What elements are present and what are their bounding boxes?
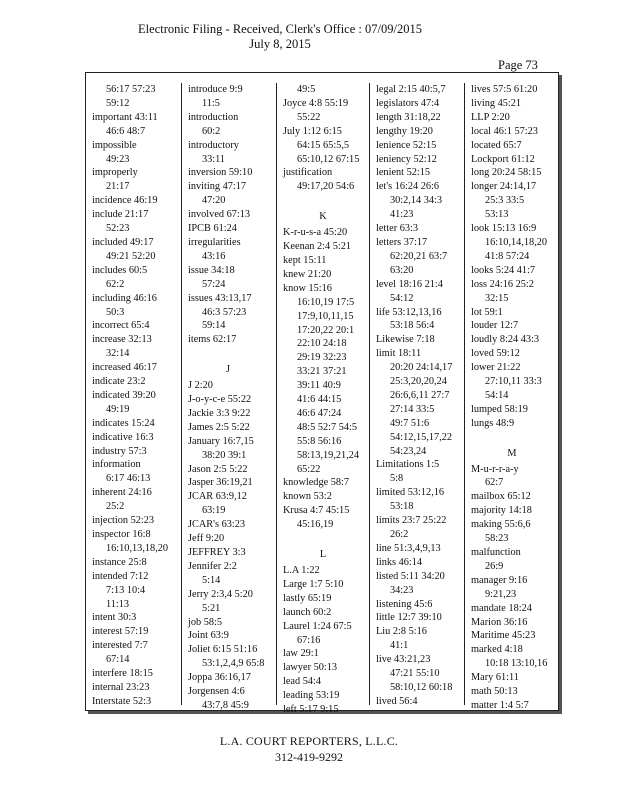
index-letter-heading: L bbox=[319, 549, 327, 561]
index-entry: 21:17 bbox=[106, 181, 130, 193]
index-column-5 bbox=[464, 83, 555, 711]
index-entry: 46:3 57:23 bbox=[202, 306, 247, 318]
index-entry: loss 24:16 25:2 bbox=[471, 278, 534, 290]
index-entry: 49:17,20 54:6 bbox=[297, 181, 355, 193]
index-entry: 49:5 bbox=[297, 84, 316, 95]
index-entry: lives 57:5 61:20 bbox=[471, 84, 538, 95]
index-entry: listed 5:11 34:20 bbox=[376, 570, 445, 582]
index-entry: math 50:13 bbox=[471, 686, 518, 698]
index-entry: living 45:21 bbox=[471, 97, 522, 109]
index-entry: 55:8 56:16 bbox=[297, 435, 342, 447]
index-entry: lower 21:22 bbox=[471, 362, 521, 374]
index-entry: Joyce 4:8 55:19 bbox=[283, 97, 349, 109]
index-entry: 10:18 13:10,16 bbox=[485, 658, 548, 670]
index-entry: mailbox 65:12 bbox=[471, 491, 531, 503]
index-box bbox=[85, 72, 559, 716]
index-entry: kept 15:11 bbox=[283, 254, 327, 266]
filing-header: Electronic Filing - Received, Clerk's Office : 07/09/2015 bbox=[138, 22, 422, 36]
index-entry: 5:14 bbox=[202, 574, 221, 586]
index-entry: includes 60:5 bbox=[92, 264, 148, 276]
index-entry: left 5:17 9:15 bbox=[283, 704, 339, 716]
index-entry: 60:2 bbox=[202, 125, 221, 137]
index-entry: 53:1,2,4,9 65:8 bbox=[202, 658, 265, 670]
index-column-3 bbox=[276, 83, 365, 716]
index-entry: 27:10,11 33:3 bbox=[485, 376, 542, 388]
index-entry: majority 14:18 bbox=[471, 505, 532, 517]
index-entry: impossible bbox=[92, 139, 137, 151]
index-entry: limits 23:7 25:22 bbox=[376, 515, 447, 527]
index-entry: introductory bbox=[188, 139, 239, 151]
index-entry: 32:15 bbox=[485, 292, 509, 304]
index-column-2 bbox=[181, 83, 270, 711]
index-entry: issues 43:13,17 bbox=[188, 292, 252, 304]
index-entry: Jorgensen 4:6 bbox=[188, 686, 245, 698]
index-entry: 63:20 bbox=[390, 264, 414, 276]
index-entry: 32:14 bbox=[106, 348, 130, 360]
index-entry: mandate 18:24 bbox=[471, 602, 532, 614]
index-entry: 53:18 bbox=[390, 501, 414, 513]
index-entry: 58:23 bbox=[485, 533, 509, 545]
index-letter-heading bbox=[471, 431, 553, 443]
index-letter-heading bbox=[283, 194, 363, 206]
index-entry: Jeff 9:20 bbox=[188, 533, 225, 545]
index-entry: known 53:2 bbox=[283, 491, 332, 503]
index-entry: listening 45:6 bbox=[376, 598, 433, 610]
index-entry: loved 59:12 bbox=[471, 348, 520, 360]
index-entry: knowledge 58:7 bbox=[283, 477, 350, 489]
index-entry: 47:21 55:10 bbox=[390, 668, 440, 680]
index-entry: inspector 16:8 bbox=[92, 529, 151, 540]
index-entry: Limitations 1:5 bbox=[376, 459, 440, 471]
index-entry: 17:9,10,11,15 bbox=[297, 310, 354, 322]
index-entry: 5:8 bbox=[390, 473, 404, 485]
index-entry: 56:17 57:23 bbox=[106, 84, 156, 95]
index-entry: lumped 58:19 bbox=[471, 403, 528, 415]
index-entry: 41:8 57:24 bbox=[485, 250, 530, 262]
index-entry: 62:2 bbox=[106, 278, 125, 290]
index-entry: 55:22 bbox=[297, 111, 321, 123]
index-entry: indicates 15:24 bbox=[92, 417, 155, 429]
index-entry: lastly 65:19 bbox=[283, 592, 332, 604]
index-entry: 25:3 33:5 bbox=[485, 195, 525, 207]
index-entry: look 15:13 16:9 bbox=[471, 223, 537, 235]
index-entry: 59:12 bbox=[106, 97, 130, 109]
index-entry: interested 7:7 bbox=[92, 640, 148, 652]
index-entry: manager 9:16 bbox=[471, 574, 528, 586]
index-entry: Liu 2:8 5:16 bbox=[376, 626, 427, 638]
index-entry: 53:18 56:4 bbox=[390, 320, 435, 332]
index-entry: 48:5 52:7 54:5 bbox=[297, 421, 358, 433]
index-entry: 43:16 bbox=[202, 250, 226, 262]
index-entry: loudly 8:24 43:3 bbox=[471, 334, 540, 346]
index-entry: introduction bbox=[188, 111, 239, 123]
index-entry: 11:13 bbox=[106, 598, 130, 610]
index-entry: 49:19 bbox=[106, 403, 130, 415]
index-entry: letters 37:17 bbox=[376, 236, 428, 248]
index-entry: 58:13,19,21,24 bbox=[297, 449, 360, 461]
index-entry: 33:11 bbox=[202, 153, 226, 165]
index-entry: introduce 9:9 bbox=[188, 84, 243, 95]
index-entry: 58:10,12 60:18 bbox=[390, 681, 453, 693]
index-entry: marked 4:18 bbox=[471, 644, 523, 656]
index-entry: 47:20 bbox=[202, 195, 226, 207]
index-entry: leading 53:19 bbox=[283, 690, 340, 702]
index-entry: James 2:5 5:22 bbox=[188, 421, 250, 433]
index-entry: local 46:1 57:23 bbox=[471, 125, 538, 137]
index-entry: legal 2:15 40:5,7 bbox=[376, 84, 446, 95]
index-entry: incorrect 65:4 bbox=[92, 320, 150, 332]
index-entry: law 29:1 bbox=[283, 648, 319, 660]
index-entry: interest 57:19 bbox=[92, 626, 149, 638]
index-entry: links 46:14 bbox=[376, 556, 423, 568]
index-entry: Likewise 7:18 bbox=[376, 334, 435, 346]
index-entry: lungs 48:9 bbox=[471, 417, 515, 429]
index-entry: inherent 24:16 bbox=[92, 487, 152, 499]
index-entry: including 46:16 bbox=[92, 292, 157, 304]
index-entry: January 16:7,15 bbox=[188, 435, 254, 447]
index-entry: lawyer 50:13 bbox=[283, 662, 338, 674]
index-entry: irregularities bbox=[188, 236, 241, 248]
index-entry: little 12:7 39:10 bbox=[376, 612, 442, 624]
index-entry: 46:6 48:7 bbox=[106, 125, 146, 137]
index-entry: information bbox=[92, 459, 141, 471]
index-entry: 16:10,19 17:5 bbox=[297, 296, 355, 308]
index-entry: included 49:17 bbox=[92, 236, 154, 248]
index-letter-heading: J bbox=[225, 364, 230, 376]
index-entry: 65:10,12 67:15 bbox=[297, 153, 360, 165]
index-entry: long 20:24 58:15 bbox=[471, 167, 542, 179]
index-entry: 49:23 bbox=[106, 153, 130, 165]
index-entry: JCAR 63:9,12 bbox=[188, 491, 247, 503]
index-entry: 38:20 39:1 bbox=[202, 449, 247, 461]
index-entry: matter 1:4 5:7 bbox=[471, 699, 529, 711]
index-entry: Krusa 4:7 45:15 bbox=[283, 505, 350, 517]
index-entry: 39:11 40:9 bbox=[297, 380, 341, 392]
index-entry: malfunction bbox=[471, 547, 521, 558]
index-entry: issue 34:18 bbox=[188, 264, 235, 276]
index-entry: 30:2,14 34:3 bbox=[390, 195, 443, 207]
index-entry: 45:16,19 bbox=[297, 519, 334, 531]
index-entry: 65:22 bbox=[297, 463, 321, 475]
index-entry: important 43:11 bbox=[92, 111, 158, 123]
index-entry: lot 59:1 bbox=[471, 306, 503, 318]
index-entry: 26:2 bbox=[390, 529, 409, 540]
index-entry: increase 32:13 bbox=[92, 334, 152, 346]
index-entry: 6:17 46:13 bbox=[106, 473, 151, 485]
index-entry: life 53:12,13,16 bbox=[376, 306, 442, 318]
index-entry: M-u-r-r-a-y bbox=[471, 463, 519, 475]
index-entry: looks 5:24 41:7 bbox=[471, 264, 536, 276]
index-entry: internal 23:23 bbox=[92, 681, 150, 693]
index-entry: Joint 63:9 bbox=[188, 630, 229, 642]
header-date: July 8, 2015 bbox=[249, 37, 311, 51]
index-entry: 41:6 44:15 bbox=[297, 394, 342, 406]
index-entry: making 55:6,6 bbox=[471, 519, 531, 531]
index-entry: 9:21,23 bbox=[485, 588, 517, 600]
index-entry: increased 46:17 bbox=[92, 362, 157, 374]
index-entry: inversion 59:10 bbox=[188, 167, 253, 179]
index-entry: 17:20,22 20:1 bbox=[297, 324, 355, 336]
index-entry: legislators 47:4 bbox=[376, 97, 440, 109]
index-entry: JEFFREY 3:3 bbox=[188, 547, 246, 558]
index-entry: injection 52:23 bbox=[92, 515, 155, 527]
index-entry: intended 7:12 bbox=[92, 570, 149, 582]
index-entry: 5:21 bbox=[202, 602, 221, 614]
index-entry: 29:19 32:23 bbox=[297, 352, 347, 364]
index-entry: limited 53:12,16 bbox=[376, 487, 445, 499]
index-entry: 41:1 bbox=[390, 640, 409, 652]
index-entry: leniency 52:12 bbox=[376, 153, 437, 165]
index-entry: 64:15 65:5,5 bbox=[297, 139, 350, 151]
index-entry: 43:7,8 45:9 bbox=[202, 699, 249, 711]
index-entry: 50:3 bbox=[106, 306, 125, 318]
index-entry: 11:5 bbox=[202, 97, 220, 109]
index-letter-heading: K bbox=[319, 211, 327, 223]
index-entry: limit 18:11 bbox=[376, 348, 422, 360]
index-entry: intent 30:3 bbox=[92, 612, 137, 624]
index-entry: 34:23 bbox=[390, 584, 414, 596]
index-entry: Jackie 3:3 9:22 bbox=[188, 407, 251, 419]
index-entry: IPCB 61:24 bbox=[188, 223, 237, 235]
index-entry: improperly bbox=[92, 167, 138, 179]
index-entry: items 62:17 bbox=[188, 334, 237, 346]
index-entry: 41:23 bbox=[390, 209, 414, 221]
index-entry: 62:20,21 63:7 bbox=[390, 250, 448, 262]
index-entry: 16:10,13,18,20 bbox=[106, 542, 169, 554]
index-entry: justification bbox=[283, 167, 333, 179]
index-entry: 7:13 10:4 bbox=[106, 584, 146, 596]
index-entry: live 43:21,23 bbox=[376, 654, 431, 666]
index-entry: include 21:17 bbox=[92, 209, 149, 221]
index-entry: LLP 2:20 bbox=[471, 111, 510, 123]
index-entry: 26:6,6,11 27:7 bbox=[390, 389, 450, 401]
index-entry: Jason 2:5 5:22 bbox=[188, 463, 248, 475]
index-entry: 27:14 33:5 bbox=[390, 403, 435, 415]
index-entry: July 1:12 6:15 bbox=[283, 125, 342, 137]
index-entry: located 65:7 bbox=[471, 139, 522, 151]
index-entry: Maritime 45:23 bbox=[471, 630, 536, 642]
index-entry: lived 56:4 bbox=[376, 695, 418, 707]
index-column-1 bbox=[86, 83, 174, 705]
index-entry: 49:21 52:20 bbox=[106, 250, 156, 262]
index-entry: Large 1:7 5:10 bbox=[283, 578, 344, 590]
index-entry: line 51:3,4,9,13 bbox=[376, 542, 441, 554]
index-entry: indicative 16:3 bbox=[92, 431, 154, 443]
index-entry: know 15:16 bbox=[283, 282, 332, 294]
index-entry: Keenan 2:4 5:21 bbox=[283, 241, 352, 253]
index-entry: K-r-u-s-a 45:20 bbox=[283, 227, 348, 239]
index-entry: Jerry 2:3,4 5:20 bbox=[188, 588, 253, 600]
index-entry: L.A 1:22 bbox=[283, 565, 320, 576]
index-column-4 bbox=[369, 83, 458, 705]
index-entry: 54:12 bbox=[390, 292, 414, 304]
index-entry: J 2:20 bbox=[188, 380, 213, 392]
index-entry: 54:14 bbox=[485, 389, 509, 401]
index-entry: lead 54:4 bbox=[283, 676, 322, 688]
index-entry: 33:21 37:21 bbox=[297, 366, 347, 378]
index-letter-heading: M bbox=[507, 447, 517, 459]
page-number: Page 73 bbox=[498, 58, 538, 72]
index-entry: longer 24:14,17 bbox=[471, 181, 537, 193]
index-entry: 20:20 24:14,17 bbox=[390, 362, 453, 374]
index-entry: 59:14 bbox=[202, 320, 226, 332]
footer-phone: 312-419-9292 bbox=[275, 750, 343, 764]
index-entry: Jennifer 2:2 bbox=[188, 560, 237, 572]
index-entry: 26:9 bbox=[485, 560, 504, 572]
index-entry: Joliet 6:15 51:16 bbox=[188, 644, 258, 656]
index-entry: let's 16:24 26:6 bbox=[376, 181, 440, 193]
footer-company: L.A. COURT REPORTERS, L.L.C. bbox=[219, 734, 399, 748]
index-entry: J-o-y-c-e 55:22 bbox=[188, 394, 252, 406]
index-entry: JCAR's 63:23 bbox=[188, 519, 246, 531]
index-entry: 54:23,24 bbox=[390, 445, 427, 457]
index-entry: interfere 18:15 bbox=[92, 668, 153, 680]
index-entry: 25:3,20,20,24 bbox=[390, 376, 447, 388]
index-entry: Interstate 52:3 bbox=[92, 695, 152, 707]
index-entry: indicated 39:20 bbox=[92, 389, 156, 401]
index-entry: lenience 52:15 bbox=[376, 139, 437, 151]
index-entry: lenient 52:15 bbox=[376, 167, 431, 179]
index-entry: 63:19 bbox=[202, 505, 226, 517]
index-entry: incidence 46:19 bbox=[92, 195, 158, 207]
index-entry: 62:7 bbox=[485, 477, 504, 489]
index-entry: 57:24 bbox=[202, 278, 226, 290]
index-entry: length 31:18,22 bbox=[376, 111, 441, 123]
index-entry: inviting 47:17 bbox=[188, 181, 247, 193]
index-entry: 16:10,14,18,20 bbox=[485, 236, 548, 248]
index-entry: 53:13 bbox=[485, 209, 509, 221]
index-entry: level 18:16 21:4 bbox=[376, 278, 443, 290]
index-entry: Joppa 36:16,17 bbox=[188, 672, 251, 684]
index-letter-heading bbox=[188, 347, 268, 359]
index-entry: Mary 61:11 bbox=[471, 672, 519, 684]
index-entry: Jasper 36:19,21 bbox=[188, 477, 253, 489]
index-entry: instance 25:8 bbox=[92, 556, 147, 568]
index-entry: 22:10 24:18 bbox=[297, 338, 347, 350]
index-entry: industry 57:3 bbox=[92, 445, 147, 457]
index-entry: 25:2 bbox=[106, 501, 125, 513]
index-entry: louder 12:7 bbox=[471, 320, 519, 332]
index-entry: 67:14 bbox=[106, 654, 130, 666]
index-entry: 67:16 bbox=[297, 634, 321, 646]
index-entry: 52:23 bbox=[106, 223, 130, 235]
index-entry: launch 60:2 bbox=[283, 606, 332, 618]
index-entry: knew 21:20 bbox=[283, 268, 332, 280]
index-entry: Laurel 1:24 67:5 bbox=[283, 620, 352, 632]
index-entry: letter 63:3 bbox=[376, 223, 419, 235]
index-entry: lengthy 19:20 bbox=[376, 125, 433, 137]
index-entry: involved 67:13 bbox=[188, 209, 251, 221]
index-entry: indicate 23:2 bbox=[92, 376, 146, 388]
index-entry: job 58:5 bbox=[188, 616, 223, 628]
index-entry: 54:12,15,17,22 bbox=[390, 431, 453, 443]
index-entry: Marion 36:16 bbox=[471, 616, 528, 628]
index-entry: Lockport 61:12 bbox=[471, 153, 535, 165]
index-entry: 49:7 51:6 bbox=[390, 417, 430, 429]
index-entry: 46:6 47:24 bbox=[297, 407, 342, 419]
index-letter-heading bbox=[283, 532, 363, 544]
